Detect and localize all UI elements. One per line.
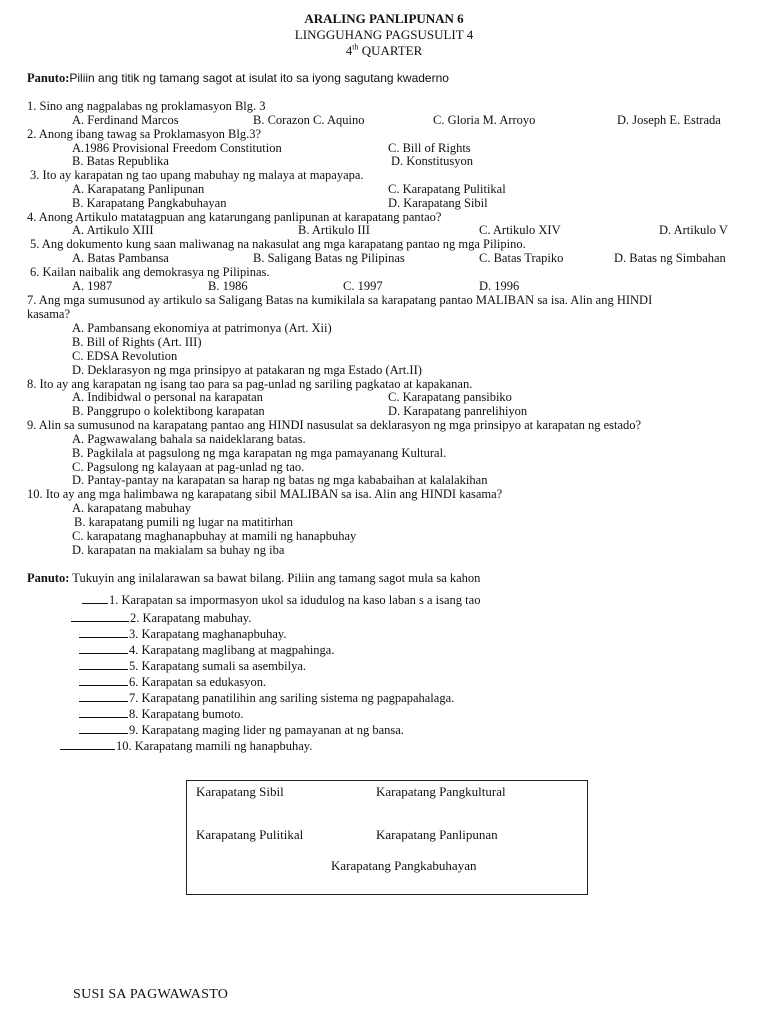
- q7-option-d: D. Deklarasyon ng mga prinsipyo at patakaran ng mga Estado (Art.II): [72, 363, 422, 377]
- q10-option-c: C. karapatang maghanapbuhay at mamili ng hanapbuhay: [72, 529, 357, 543]
- part2-item: [79, 658, 306, 673]
- q3-option-c: C. Karapatang Pulitikal: [388, 182, 506, 196]
- q3-option-d: D. Karapatang Sibil: [388, 196, 488, 210]
- part2-item-text: 8. Karapatang bumoto.: [129, 707, 244, 721]
- q4-option-b: B. Artikulo III: [298, 223, 370, 237]
- part2-item-text: 1. Karapatan sa impormasyon ukol sa idudulog na kaso laban s a isang tao: [109, 593, 481, 607]
- q2-option-d: D. Konstitusyon: [391, 154, 473, 168]
- q4-option-a: A. Artikulo XIII: [72, 223, 154, 237]
- q5-option-a: A. Batas Pambansa: [72, 251, 169, 265]
- q2-option-c: C. Bill of Rights: [388, 141, 471, 155]
- answer-blank[interactable]: [79, 674, 128, 686]
- choice-political: Karapatang Pulitikal: [196, 827, 304, 842]
- answer-blank[interactable]: [79, 690, 128, 702]
- part2-item: [71, 610, 251, 625]
- q4-stem: 4. Anong Artikulo matatagpuan ang katarungang panlipunan at karapatang pantao?: [27, 210, 442, 224]
- q10-option-a: A. karapatang mabuhay: [72, 501, 192, 515]
- q9-option-c: C. Pagsulong ng kalayaan at pag-unlad ng tao.: [72, 460, 305, 474]
- q7-option-a: A. Pambansang ekonomiya at patrimonya (Art. Xii): [72, 321, 332, 335]
- q10-option-b: B. karapatang pumili ng lugar na matitirhan: [74, 515, 294, 529]
- part2-item: [79, 690, 454, 705]
- q3-stem: 3. Ito ay karapatan ng tao upang mabuhay ng malaya at mapayapa.: [30, 168, 364, 182]
- q2-option-a: A.1986 Provisional Freedom Constitution: [72, 141, 282, 155]
- q6-option-a: A. 1987: [72, 279, 113, 293]
- q10-stem: 10. Ito ay ang mga halimbawa ng karapatang sibil MALIBAN sa isa. Alin ang HINDI kasama?: [27, 487, 503, 501]
- q7-stem: 7. Ang mga sumusunod ay artikulo sa Saligang Batas na kumikilala sa karapatang pantao MALIBAN sa isa. Alin ang HINDI: [27, 293, 653, 307]
- choice-cultural: Karapatang Pangkultural: [376, 784, 506, 799]
- answer-blank[interactable]: [79, 658, 128, 670]
- quarter-word: QUARTER: [361, 43, 423, 58]
- q5-stem: 5. Ang dokumento kung saan maliwanag na nakasulat ang mga karapatang pantao ng mga Pilipino.: [30, 237, 526, 251]
- q8-option-a: A. Indibidwal o personal na karapatan: [72, 390, 263, 404]
- answer-blank[interactable]: [71, 610, 129, 622]
- part2-item: [79, 674, 266, 689]
- q7-stem-cont: kasama?: [27, 307, 71, 321]
- part2-item: [79, 722, 404, 737]
- q6-stem: 6. Kailan naibalik ang demokrasya ng Pilipinas.: [30, 265, 270, 279]
- part2-item-text: 9. Karapatang maging lider ng pamayanan at ng bansa.: [129, 723, 404, 737]
- part2-item-text: 5. Karapatang sumali sa asembilya.: [129, 659, 307, 673]
- quarter-label: [0, 44, 768, 59]
- q3-option-b: B. Karapatang Pangkabuhayan: [72, 196, 227, 210]
- answer-blank[interactable]: [79, 626, 128, 638]
- q9-option-d: D. Pantay-pantay na karapatan sa harap ng batas ng mga kababaihan at kalalakihan: [72, 473, 488, 487]
- part2-item: [79, 626, 286, 641]
- answer-key-heading: SUSI SA PAGWAWASTO: [73, 987, 229, 1002]
- q1-option-a: A. Ferdinand Marcos: [72, 113, 179, 127]
- q2-option-b: B. Batas Republika: [72, 154, 169, 168]
- answer-blank[interactable]: [79, 642, 128, 654]
- q8-stem: 8. Ito ay ang karapatan ng isang tao para sa pag-unlad ng sariling pagkatao at kapakanan.: [27, 377, 473, 391]
- answer-blank[interactable]: [82, 592, 108, 604]
- answer-blank[interactable]: [60, 738, 115, 750]
- part2-item: [60, 738, 312, 753]
- q2-stem: 2. Anong ibang tawag sa Proklamasyon Blg.3?: [27, 127, 261, 141]
- part2-item-text: 7. Karapatang panatilihin ang sariling sistema ng pagpapahalaga.: [129, 691, 455, 705]
- q1-option-b: B. Corazon C. Aquino: [253, 113, 365, 127]
- part2-item-text: 10. Karapatang mamili ng hanapbuhay.: [116, 739, 313, 753]
- part2-label: Panuto:: [27, 571, 70, 585]
- q6-option-b: B. 1986: [208, 279, 248, 293]
- q10-option-d: D. karapatan na makialam sa buhay ng iba: [72, 543, 285, 557]
- q8-option-d: D. Karapatang panrelihiyon: [388, 404, 528, 418]
- part1-label: Panuto:: [27, 71, 70, 85]
- q5-option-b: B. Saligang Batas ng Pilipinas: [253, 251, 405, 265]
- choice-civil: Karapatang Sibil: [196, 784, 284, 799]
- q7-option-b: B. Bill of Rights (Art. III): [72, 335, 202, 349]
- part2-instruction: [27, 571, 480, 585]
- q9-option-b: B. Pagkilala at pagsulong ng mga karapatan ng mga pamayanang Kultural.: [72, 446, 447, 460]
- part2-item-text: 2. Karapatang mabuhay.: [130, 611, 252, 625]
- q8-option-b: B. Panggrupo o kolektibong karapatan: [72, 404, 265, 418]
- q5-option-d: D. Batas ng Simbahan: [614, 251, 726, 265]
- q6-option-d: D. 1996: [479, 279, 520, 293]
- q5-option-c: C. Batas Trapiko: [479, 251, 564, 265]
- quarter-number: 4: [345, 43, 353, 58]
- quarter-suffix: th: [352, 42, 359, 52]
- q6-option-c: C. 1997: [343, 279, 383, 293]
- q1-stem: 1. Sino ang nagpalabas ng proklamasyon Blg. 3: [27, 99, 266, 113]
- worksheet-title: ARALING PANLIPUNAN 6: [304, 11, 464, 26]
- part2-item-text: 6. Karapatan sa edukasyon.: [129, 675, 267, 689]
- part2-item: [79, 706, 244, 721]
- q3-option-a: A. Karapatang Panlipunan: [72, 182, 205, 196]
- part2-item: [79, 642, 334, 657]
- q1-option-c: C. Gloria M. Arroyo: [433, 113, 536, 127]
- part2-text: Tukuyin ang inilalarawan sa bawat bilang. Piliin ang tamang sagot mula sa kahon: [72, 571, 481, 585]
- choice-social: Karapatang Panlipunan: [376, 827, 498, 842]
- part1-text: Piliin ang titik ng tamang sagot at isulat ito sa iyong sagutang kwaderno: [69, 71, 449, 85]
- part2-item-text: 3. Karapatang maghanapbuhay.: [129, 627, 287, 641]
- q8-option-c: C. Karapatang pansibiko: [388, 390, 512, 404]
- answer-blank[interactable]: [79, 722, 128, 734]
- q4-option-c: C. Artikulo XIV: [479, 223, 561, 237]
- choice-economic: Karapatang Pangkabuhayan: [331, 858, 477, 873]
- q9-stem: 9. Alin sa sumusunod na karapatang pantao ang HINDI nasusulat sa deklarasyon ng mga prinsipyo at karapatan ng estado?: [27, 418, 642, 432]
- part2-item: [82, 592, 480, 607]
- q9-option-a: A. Pagwawalang bahala sa naideklarang batas.: [72, 432, 306, 446]
- worksheet-subtitle: LINGGUHANG PAGSUSULIT 4: [294, 27, 474, 42]
- part2-item-text: 4. Karapatang maglibang at magpahinga.: [129, 643, 335, 657]
- answer-blank[interactable]: [79, 706, 128, 718]
- q7-option-c: C. EDSA Revolution: [72, 349, 178, 363]
- part1-instruction: [27, 71, 449, 85]
- q1-option-d: D. Joseph E. Estrada: [617, 113, 721, 127]
- q4-option-d: D. Artikulo V: [659, 223, 728, 237]
